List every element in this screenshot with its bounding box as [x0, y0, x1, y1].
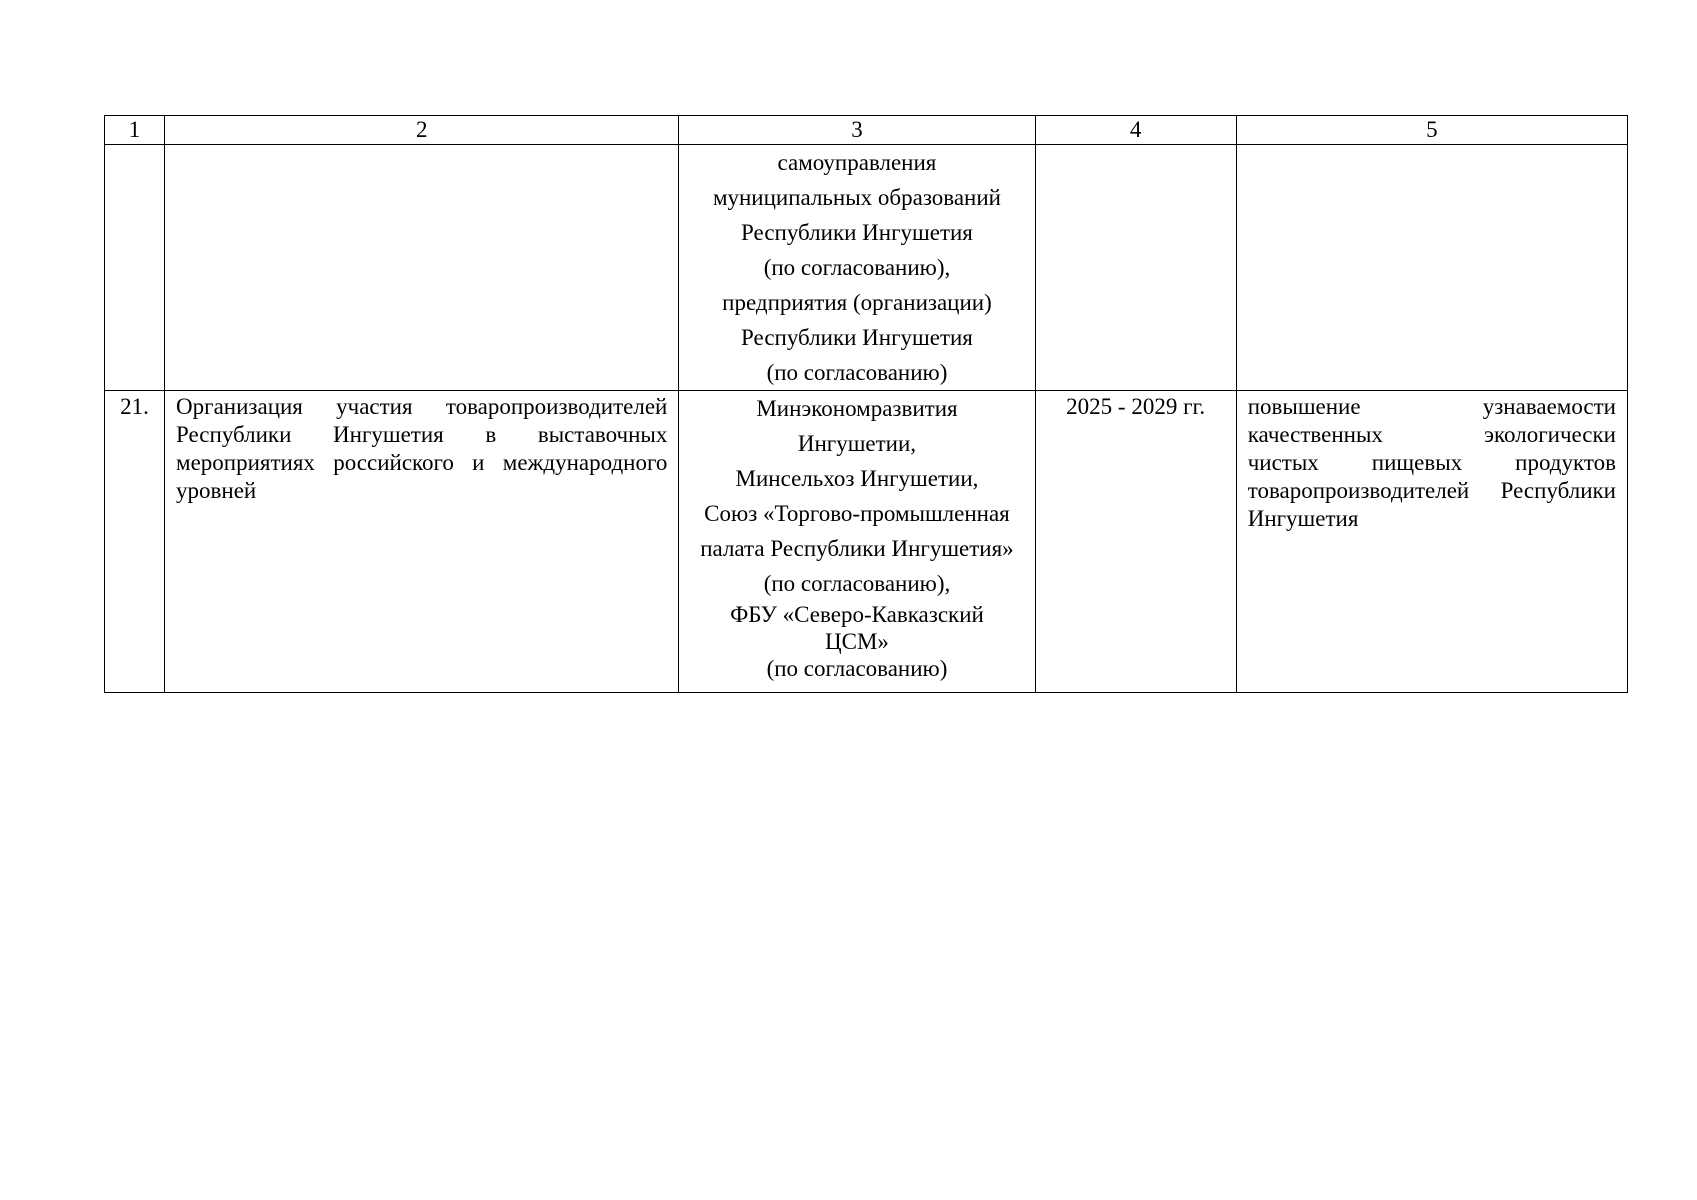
executor-line: ФБУ «Северо-Кавказский	[730, 602, 984, 627]
result-line	[1248, 505, 1616, 533]
executor-line: Республики Ингушетия	[741, 220, 973, 245]
executor-line: Минсельхоз Ингушетии,	[735, 466, 979, 491]
result-line	[1248, 477, 1616, 505]
result-word: пищевых	[1371, 450, 1463, 475]
executor-line: (по согласованию),	[763, 255, 951, 280]
result-word: Ингушетия	[1247, 506, 1359, 531]
table-header-row	[105, 116, 1628, 145]
executor-line: (по согласованию)	[766, 360, 948, 385]
continuation-col2	[165, 145, 679, 391]
executor-line: Минэкономразвития	[756, 396, 958, 421]
continuation-col4	[1035, 145, 1236, 391]
result-word: качественных	[1247, 422, 1383, 447]
executor-line: предприятия (организации)	[722, 290, 992, 315]
measures-table	[104, 115, 1628, 693]
executor-line: муниципальных образований	[712, 185, 1001, 210]
header-cell-2: 2	[165, 116, 679, 145]
header-cell-4: 4	[1035, 116, 1236, 145]
executor-line: Союз «Торгово-промышленная	[704, 501, 1010, 526]
period-cell: 2025 - 2029 гг.	[1035, 391, 1236, 693]
result-word: узнаваемости	[1482, 394, 1616, 419]
header-cell-5: 5	[1236, 116, 1627, 145]
executor-line: палата Республики Ингушетия»	[700, 536, 1014, 561]
continuation-col5	[1236, 145, 1627, 391]
result-word: чистых	[1247, 450, 1319, 475]
result-word: повышение	[1247, 394, 1361, 419]
executor-line: самоуправления	[777, 150, 937, 175]
result-word: экологически	[1484, 422, 1616, 447]
result-cell	[1236, 391, 1627, 693]
result-line	[1248, 449, 1616, 477]
header-cell-1: 1	[105, 116, 165, 145]
result-word: продуктов	[1515, 450, 1616, 475]
table-row-21	[105, 391, 1628, 693]
continuation-executors	[679, 145, 1035, 391]
executor-line: Ингушетии,	[797, 431, 917, 456]
executor-line: Республики Ингушетия	[741, 325, 973, 350]
result-line	[1248, 421, 1616, 449]
result-line	[1248, 393, 1616, 421]
result-word: товаропроизводителей	[1247, 478, 1470, 503]
result-word: Республики	[1500, 478, 1616, 503]
executors-cell	[679, 391, 1035, 693]
table-row-continuation	[105, 145, 1628, 391]
continuation-col1	[105, 145, 165, 391]
row-number: 21.	[105, 391, 165, 693]
measure-text: Организация участия товаропроизводителей Республики Ингушетия в выставочных мероприятиях российского и международного уровней	[165, 391, 679, 693]
executor-line: (по согласованию),	[763, 571, 951, 596]
header-cell-3: 3	[679, 116, 1035, 145]
executor-line: ЦСМ»	[825, 629, 889, 654]
executor-line: (по согласованию)	[766, 656, 948, 681]
